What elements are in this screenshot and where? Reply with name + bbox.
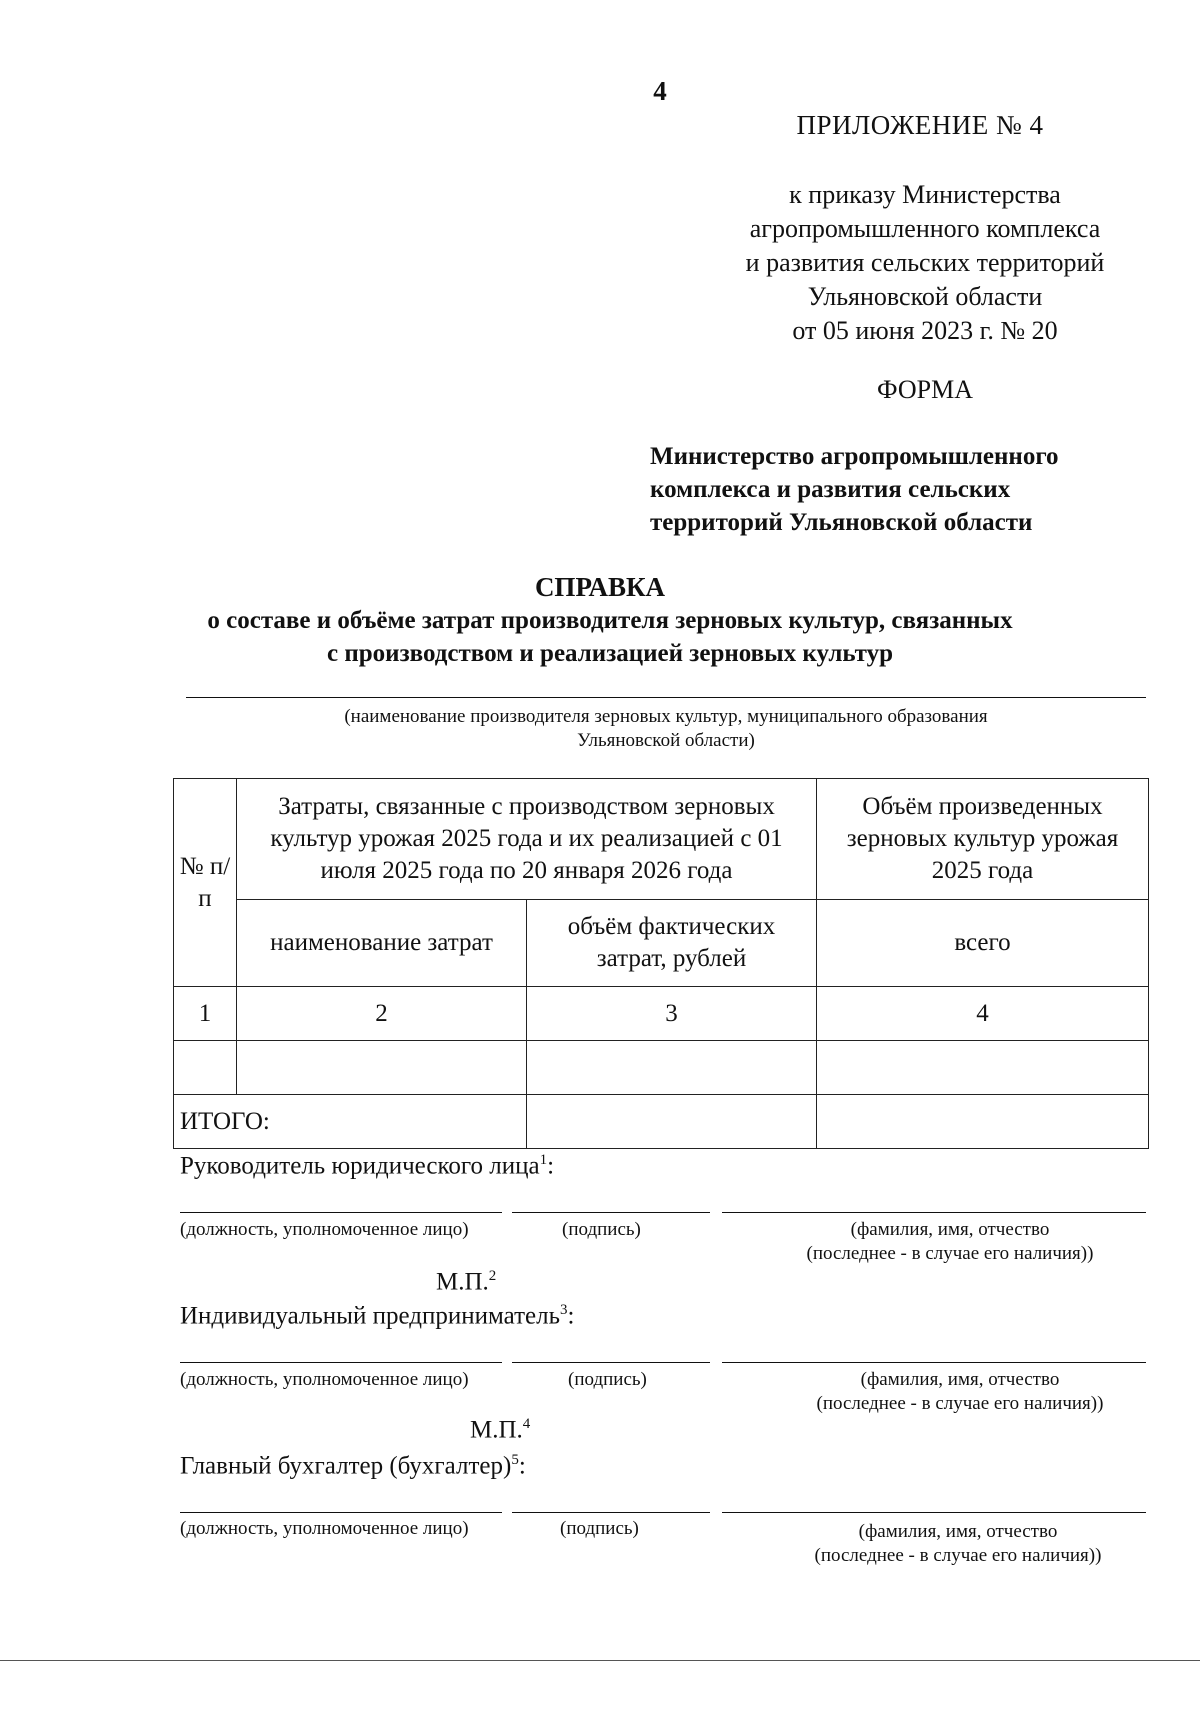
costs-group-header: Затраты, связанные с производством зерновых культур урожая 2025 года и их реализацией с 01 июля 2025 года по 20 января 2026 года bbox=[237, 779, 817, 900]
table-numbering-row bbox=[174, 987, 1149, 1041]
caption-line: (фамилия, имя, отчество bbox=[850, 1219, 1050, 1240]
footnote-ref: 4 bbox=[522, 1416, 531, 1432]
volume-group-header: Объём произведенных зерновых культур урожая 2025 года bbox=[817, 779, 1149, 900]
order-reference bbox=[700, 178, 1150, 348]
stamp-place-1 bbox=[436, 1268, 496, 1296]
order-ref-line: к приказу Министерства bbox=[789, 180, 1061, 209]
mp-text: М.П. bbox=[470, 1416, 523, 1444]
ministry-line: Министерство агропромышленного bbox=[650, 443, 1059, 470]
footnote-ref: 5 bbox=[511, 1452, 519, 1468]
signature-caption: (подпись) bbox=[560, 1518, 639, 1539]
footnote-ref: 2 bbox=[488, 1268, 497, 1284]
table-cell[interactable] bbox=[527, 1041, 817, 1095]
page-number: 4 bbox=[653, 76, 667, 106]
position-line[interactable] bbox=[180, 1362, 502, 1363]
order-ref-line: агропромышленного комплекса bbox=[749, 214, 1101, 243]
total-label: ИТОГО: bbox=[174, 1095, 527, 1149]
footnote-ref: 1 bbox=[539, 1152, 548, 1168]
cost-name-header: наименование затрат bbox=[237, 900, 527, 987]
table-cell[interactable] bbox=[817, 1041, 1149, 1095]
ip-signature-label bbox=[180, 1302, 574, 1330]
ministry-name bbox=[650, 440, 1170, 539]
signature-line[interactable] bbox=[512, 1212, 710, 1213]
position-caption: (должность, уполномоченное лицо) bbox=[180, 1219, 469, 1240]
table-total-row bbox=[174, 1095, 1149, 1149]
caption-line: (последнее ‐ в случае его наличия)) bbox=[806, 1243, 1094, 1264]
label-colon: : bbox=[547, 1152, 555, 1180]
table-row bbox=[174, 1041, 1149, 1095]
accountant-signature-label bbox=[180, 1452, 526, 1480]
document-title: СПРАВКА bbox=[534, 572, 666, 602]
signature-caption: (подпись) bbox=[562, 1219, 641, 1240]
ministry-line: комплекса и развития сельских bbox=[650, 476, 1011, 503]
label-text: Индивидуальный предприниматель bbox=[180, 1302, 560, 1330]
numbering-cell: 1 bbox=[174, 987, 237, 1041]
mp-text: М.П. bbox=[436, 1268, 489, 1296]
signature-caption: (подпись) bbox=[568, 1369, 647, 1390]
table-header-row bbox=[174, 779, 1149, 900]
signature-line[interactable] bbox=[512, 1512, 710, 1513]
label-colon: : bbox=[518, 1452, 526, 1480]
producer-name-caption bbox=[186, 705, 1146, 753]
table-cell[interactable] bbox=[237, 1041, 527, 1095]
order-ref-line: Ульяновской области bbox=[807, 282, 1043, 311]
order-ref-line: и развития сельских территорий bbox=[745, 248, 1105, 277]
numbering-cell: 2 bbox=[237, 987, 527, 1041]
subtitle-line: с производством и реализацией зерновых культур bbox=[327, 640, 893, 667]
page-bottom-edge bbox=[0, 1660, 1200, 1661]
signature-line[interactable] bbox=[512, 1362, 710, 1363]
cost-amount-header: объём фактических затрат, рублей bbox=[527, 900, 817, 987]
order-ref-line: от 05 июня 2023 г. № 20 bbox=[792, 316, 1058, 345]
position-caption: (должность, уполномоченное лицо) bbox=[180, 1369, 469, 1390]
label-text: Главный бухгалтер (бухгалтер) bbox=[180, 1452, 512, 1480]
caption-line: (последнее - в случае его наличия)) bbox=[814, 1545, 1102, 1566]
caption-line: (фамилия, имя, отчество bbox=[858, 1521, 1058, 1542]
stamp-place-2 bbox=[470, 1416, 530, 1444]
caption-line: (наименование производителя зерновых культур, муниципального образования bbox=[344, 706, 988, 727]
fio-line[interactable] bbox=[722, 1512, 1146, 1513]
ministry-line: территорий Ульяновской области bbox=[650, 509, 1033, 536]
fio-caption bbox=[765, 1368, 1155, 1416]
numbering-cell: 4 bbox=[817, 987, 1149, 1041]
table-cell[interactable] bbox=[174, 1041, 237, 1095]
fio-caption bbox=[755, 1218, 1145, 1266]
position-caption: (должность, уполномоченное лицо) bbox=[180, 1518, 469, 1539]
position-line[interactable] bbox=[180, 1512, 502, 1513]
subtitle-line: о составе и объёме затрат производителя зерновых культур, связанных bbox=[207, 607, 1013, 634]
total-volume-cell[interactable] bbox=[817, 1095, 1149, 1149]
form-label: ФОРМА bbox=[877, 375, 973, 404]
position-line[interactable] bbox=[180, 1212, 502, 1213]
document-subtitle bbox=[0, 604, 1200, 670]
total-amount-cell[interactable] bbox=[527, 1095, 817, 1149]
producer-name-field[interactable] bbox=[186, 697, 1146, 698]
fio-line[interactable] bbox=[722, 1212, 1146, 1213]
costs-table bbox=[173, 778, 1149, 1149]
label-colon: : bbox=[567, 1302, 575, 1330]
label-text: Руководитель юридического лица bbox=[180, 1152, 540, 1180]
table-subheader-row bbox=[174, 900, 1149, 987]
fio-caption bbox=[763, 1520, 1153, 1568]
head-signature-label bbox=[180, 1152, 554, 1180]
col-number-header: № п/п bbox=[174, 779, 237, 987]
caption-line: (последнее - в случае его наличия)) bbox=[816, 1393, 1104, 1414]
caption-line: (фамилия, имя, отчество bbox=[860, 1369, 1060, 1390]
total-col-header: всего bbox=[817, 900, 1149, 987]
appendix-title: ПРИЛОЖЕНИЕ № 4 bbox=[796, 110, 1044, 140]
fio-line[interactable] bbox=[722, 1362, 1146, 1363]
caption-line: Ульяновской области) bbox=[577, 730, 755, 751]
numbering-cell: 3 bbox=[527, 987, 817, 1041]
footnote-ref: 3 bbox=[559, 1302, 568, 1318]
